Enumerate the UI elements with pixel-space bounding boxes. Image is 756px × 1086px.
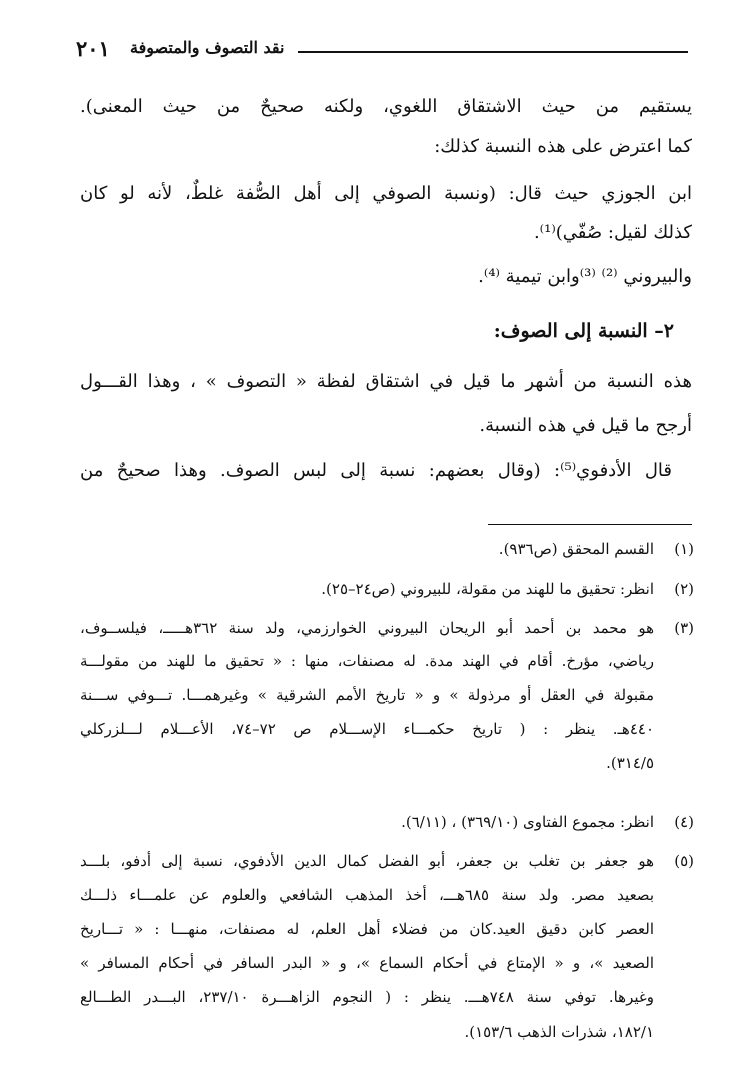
page-header bbox=[76, 36, 688, 66]
footnote-line: هو جعفر بن تغلب بن جعفر، أبو الفضل كمال الدين الأدفوي، نسبة إلى أدفو، بلـــد bbox=[80, 852, 654, 870]
text-line: هذه النسبة من أشهر ما قيل في اشتقاق لفظة « التصوف » ، وهذا القـــول bbox=[80, 371, 692, 392]
footnote-number: (٥) bbox=[674, 852, 694, 870]
footnote-line: وغيرها. توفي سنة ٧٤٨هـــ. ينظر : ( النجوم الزاهـــرة ٢٣٧/١٠، البـــدر الطـــالع bbox=[80, 988, 654, 1006]
footnote-line: بصعيد مصر. ولد سنة ٦٨٥هـــ، أخذ المذهب الشافعي والعلوم عن علمـــاء ذلـــك bbox=[80, 886, 654, 904]
footnote-line: رياضي، مؤرخ. أقام في الهند مدة. له مصنفات، منها : « تحقيق ما للهند من مقولـــة bbox=[80, 652, 654, 670]
header-rule bbox=[298, 51, 688, 53]
footnote-line: ١٨٢/١، شذرات الذهب ١٥٣/٦). bbox=[464, 1023, 654, 1041]
text-line: كما اعترض على هذه النسبة كذلك: bbox=[434, 136, 692, 157]
text-line: قال الأدفوي⁽⁵⁾: (وقال بعضهم: نسبة إلى لبس الصوف. وهذا صحيحٌ من bbox=[80, 460, 672, 481]
footnote-line: القسم المحقق (ص٩٣٦). bbox=[498, 540, 654, 558]
text-line: ابن الجوزي حيث قال: (ونسبة الصوفي إلى أهل الصُّفة غلطٌ، لأنه لو كان bbox=[80, 183, 692, 204]
text-line: أرجح ما قيل في هذه النسبة. bbox=[479, 415, 692, 436]
footnote-line: العصر كابن دقيق العيد.كان من فضلاء أهل العلم، له مصنفات، منهـــا : « تـــاريخ bbox=[80, 920, 654, 938]
text-line: يستقيم من حيث الاشتقاق اللغوي، ولكنه صحيحٌ من حيث المعنى). bbox=[80, 96, 692, 117]
footnote-number: (٢) bbox=[674, 580, 694, 598]
footnote-number: (١) bbox=[674, 540, 694, 558]
footnote-line: ٣١٤/٥). bbox=[606, 754, 654, 772]
running-title: نقد التصوف والمتصوفة bbox=[130, 38, 285, 57]
footnote-number: (٣) bbox=[674, 619, 694, 637]
footnote-separator bbox=[488, 524, 692, 525]
footnote-line: الصعيد »، و « الإمتاع في أحكام السماع »، و « البدر السافر في أحكام المسافر » bbox=[80, 954, 654, 972]
footnote-line: هو محمد بن أحمد أبو الريحان البيروني الخوارزمي، ولد سنة ٣٦٢هـــــ، فيلســوف، bbox=[80, 619, 655, 637]
footnote-line: ٤٤٠هـ. ينظر : ( تاريخ حكمـــاء الإســـلام ص ٧٢–٧٤، الأعـــلام لـــلزركلي bbox=[80, 720, 654, 738]
text-line: كذلك لقيل: صُفّي)⁽¹⁾. bbox=[533, 222, 692, 243]
footnote-line: انظر: تحقيق ما للهند من مقولة، للبيروني (ص٢٤–٢٥). bbox=[321, 580, 654, 598]
page-number: ٢٠١ bbox=[76, 36, 110, 61]
footnote-number: (٤) bbox=[674, 813, 694, 831]
section-heading: ٢– النسبة إلى الصوف: bbox=[493, 320, 674, 342]
footnote-line: انظر: مجموع الفتاوى (٣٦٩/١٠) ، (٦/١١). bbox=[401, 813, 654, 831]
footnote-line: مقبولة في العقل أو مرذولة » و « تاريخ الأمم الشرقية » وغيرهمـــا. تـــوفي ســـنة bbox=[80, 686, 654, 704]
text-line: والبيروني ⁽²⁾ ⁽³⁾وابن تيمية ⁽⁴⁾. bbox=[478, 266, 692, 287]
